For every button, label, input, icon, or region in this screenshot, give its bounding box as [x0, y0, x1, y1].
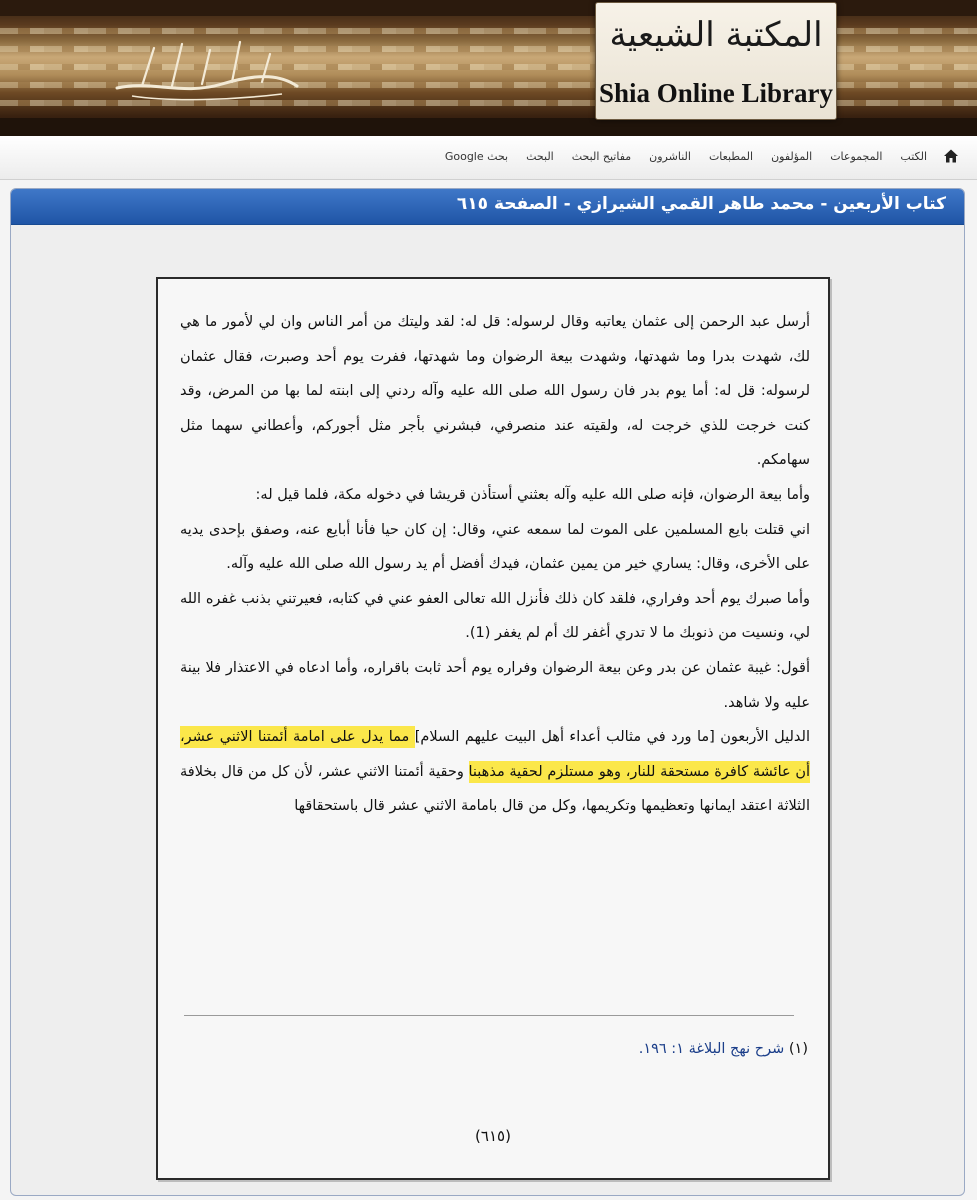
paragraph-lead: الدليل الأربعون [714, 729, 810, 746]
book-body-text [180, 305, 810, 824]
paragraph: أقول: غيبة عثمان عن بدر وعن بيعة الرضوان وفراره يوم أحد ثابت باقراره، وأما ادعاه في الاعتذار فلا بينة عليه ولا شاهد. [180, 659, 810, 711]
nav-item-search-keys[interactable]: مفاتيح البحث [571, 149, 632, 163]
paragraph-rest: وحقية أئمتنا الاثني عشر، لأن كل من قال بخلافة الثلاثة اعتقد ايمانها وتعظيمها وتكريمها، وكل من قال بامامة الاثني عشر قال باستحقاقها [180, 763, 810, 815]
logo-arabic-text: المكتبة الشيعية [609, 15, 823, 55]
footnote [180, 1041, 808, 1057]
paragraph-bracket: [ما ورد في مثالب أعداء أهل البيت عليهم السلام] [414, 729, 715, 746]
paragraph: اني قتلت بايع المسلمين على الموت لما سمعه عني، وقال: إن كان حيا فأنا أبايع عنه، وصفق بإحدى يديه على الأخرى، وقال: يساري خير من يمين عثمان، فيدك أفضل أم يد رسول الله صلى الله عليه وآله. [180, 521, 810, 573]
highlighted-text: مما يدل على امامة أئمتنا الاثني عشر، أن عائشة كافرة مستحقة للنار، وهو مستلزم لحقية مذهبنا [180, 726, 810, 783]
nav-item-publishers[interactable]: الناشرون [649, 149, 691, 163]
paragraph: وأما صبرك يوم أحد وفراري، فلقد كان ذلك فأنزل الله تعالى العفو عني في كتابه، فعيرتني بذنب غفره الله لي، ونسيت من ذنوبك ما لا تدري أغفر لك أم لم يغفر (1). [180, 590, 810, 642]
book-panel [10, 188, 965, 1196]
home-icon[interactable] [943, 148, 959, 164]
site-banner [0, 0, 977, 136]
panel-header [11, 189, 964, 225]
banner-bottom-edge [0, 118, 977, 136]
site-logo[interactable] [595, 2, 837, 120]
nav-item-books[interactable]: الكتب [900, 149, 927, 163]
footnote-source: شرح نهج البلاغة ١: ١٩٦. [638, 1041, 785, 1057]
nav-item-collections[interactable]: المجموعات [830, 149, 883, 163]
footnote-marker: (١) [788, 1041, 808, 1057]
nav-item-google-search[interactable]: بحث Google [444, 149, 509, 163]
nav-item-authors[interactable]: المؤلفون [771, 149, 813, 163]
footnote-divider [184, 1015, 794, 1016]
nav-item-search[interactable]: البحث [526, 149, 554, 163]
logo-english-text: Shia Online Library [598, 78, 834, 108]
bismillah-calligraphy-icon [112, 36, 302, 106]
book-page [156, 277, 830, 1180]
page-title: كتاب الأربعين - محمد طاهر القمي الشيرازي - الصفحة ٦١٥ [456, 194, 946, 214]
paragraph: أرسل عبد الرحمن إلى عثمان يعاتبه وقال لرسوله: قل له: لقد وليتك من أمر الناس وان لي لأمور ما هي لك، شهدت بدرا وما شهدتها، وشهدت بيعة الرضوان وما شهدتها، ففرت يوم أحد وصبرت، فقال عثمان لرسوله: قل له: أما يوم بدر فان رسول الله صلى الله عليه وآله ردني إلى ابنته لما بها من المرض، وقد كنت خرجت للذي خرجت له، ولقيته عند منصرفي، فبشرني بأجر مثل أجوركم، وأعطاني سهما مثل سهامكم. [180, 314, 810, 469]
paragraph-highlighted [180, 720, 810, 824]
nav-item-printers[interactable]: المطبعات [708, 149, 754, 163]
page-number: (٦١٥) [475, 1127, 511, 1145]
top-navigation [0, 136, 977, 180]
nav-list [427, 148, 959, 164]
paragraph: وأما بيعة الرضوان، فإنه صلى الله عليه وآله بعثني أستأذن قريشا في دخوله مكة، فلما قيل له: [255, 486, 810, 503]
